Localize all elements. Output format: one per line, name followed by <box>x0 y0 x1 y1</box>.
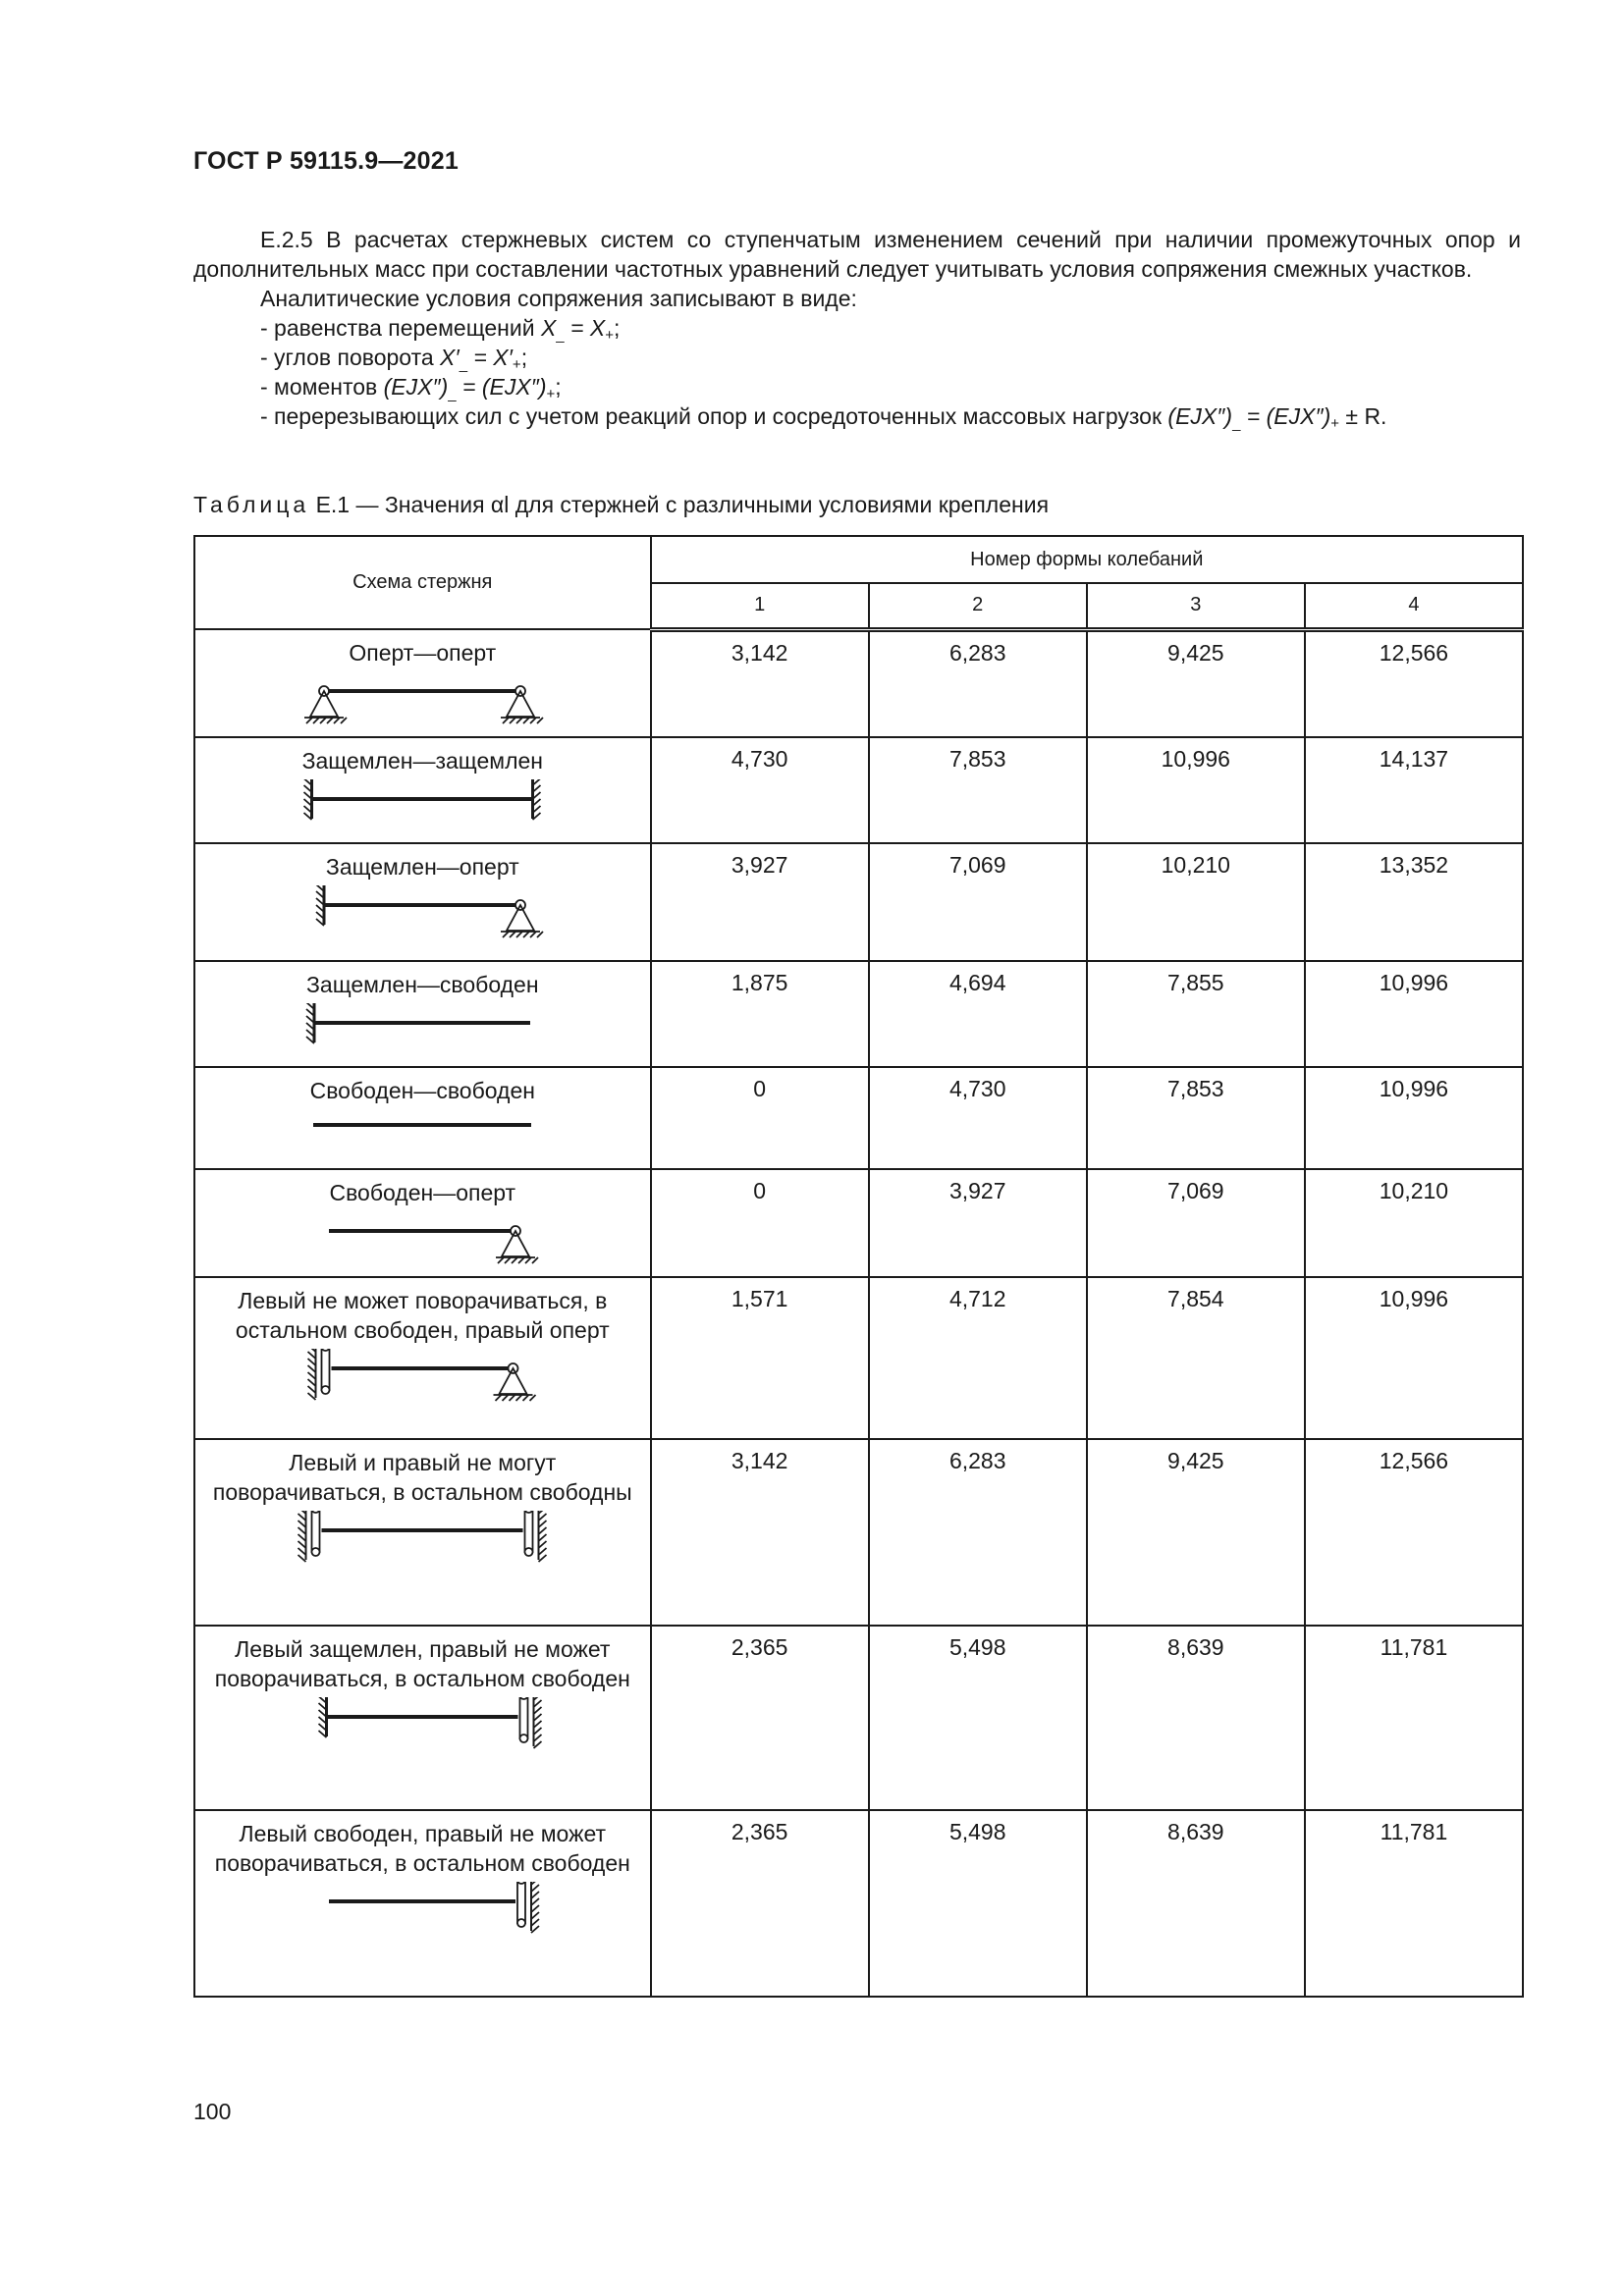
scheme-cell <box>194 1277 651 1439</box>
value-cell: 12,566 <box>1305 629 1523 737</box>
condition-label: - углов поворота <box>260 345 441 370</box>
value-cell: 9,425 <box>1087 629 1305 737</box>
scheme-label: Левый защемлен, правый не может поворачиваться, в остальном свободен <box>214 1636 630 1691</box>
value-cell: 14,137 <box>1305 737 1523 843</box>
beam-scheme-icon <box>295 1511 550 1574</box>
scheme-label: Оперт—оперт <box>349 640 497 666</box>
condition-mid: = X <box>564 315 606 341</box>
value-cell: 3,927 <box>869 1169 1087 1277</box>
scheme-cell <box>194 1067 651 1169</box>
beam-scheme-icon <box>295 671 550 734</box>
value-cell: 4,730 <box>651 737 869 843</box>
beam-scheme-icon <box>295 1349 550 1412</box>
value-cell: 7,853 <box>1087 1067 1305 1169</box>
scheme-cell <box>194 1169 651 1277</box>
value-cell: 1,875 <box>651 961 869 1067</box>
value-cell: 11,781 <box>1305 1626 1523 1810</box>
scheme-label: Левый свободен, правый не может поворачиваться, в остальном свободен <box>214 1821 630 1876</box>
condition-sub1: _ <box>448 386 457 402</box>
scheme-label: Защемлен—защемлен <box>301 748 543 774</box>
condition-item <box>193 313 1521 343</box>
table-row <box>194 1277 1523 1439</box>
caption-prefix: Таблица <box>193 492 310 517</box>
value-cell: 2,365 <box>651 1626 869 1810</box>
condition-sub2: + <box>1330 415 1340 432</box>
header-mode-group: Номер формы колебаний <box>651 536 1523 583</box>
table-row <box>194 1626 1523 1810</box>
condition-label: - перерезывающих сил с учетом реакций опор и сосредоточенных массовых нагрузок <box>260 403 1168 429</box>
beam-scheme-icon <box>295 1697 550 1760</box>
table-row <box>194 737 1523 843</box>
table-row <box>194 629 1523 737</box>
condition-sub2: + <box>546 386 556 402</box>
condition-item <box>193 372 1521 401</box>
condition-mid: = (EJX″) <box>1240 403 1331 429</box>
condition-tail: ; <box>613 315 621 341</box>
scheme-cell <box>194 629 651 737</box>
condition-tail: ± R. <box>1339 403 1387 429</box>
condition-sub1: _ <box>459 356 468 373</box>
value-cell: 4,712 <box>869 1277 1087 1439</box>
value-cell: 7,853 <box>869 737 1087 843</box>
scheme-label: Свободен—оперт <box>329 1180 516 1205</box>
condition-item <box>193 401 1521 431</box>
value-cell: 12,566 <box>1305 1439 1523 1626</box>
scheme-cell <box>194 1439 651 1626</box>
body-text <box>193 225 1521 431</box>
condition-sub1: _ <box>556 327 565 344</box>
value-cell: 4,694 <box>869 961 1087 1067</box>
value-cell: 3,142 <box>651 1439 869 1626</box>
table-caption <box>193 492 1049 518</box>
paragraph-main: Е.2.5 В расчетах стержневых систем со ступенчатым изменением сечений при наличии промежуточных опор и дополнительных масс при составлении частотных уравнений следует учитывать условия сопряжения смежных участков. <box>193 227 1521 282</box>
value-cell: 3,927 <box>651 843 869 961</box>
value-cell: 10,996 <box>1087 737 1305 843</box>
header-scheme: Схема стержня <box>194 536 651 629</box>
value-cell: 10,996 <box>1305 1067 1523 1169</box>
value-cell: 3,142 <box>651 629 869 737</box>
page-number: 100 <box>193 2099 232 2124</box>
value-cell: 10,210 <box>1305 1169 1523 1277</box>
condition-tail: ; <box>555 374 562 400</box>
scheme-cell <box>194 1626 651 1810</box>
table-row <box>194 843 1523 961</box>
value-cell: 4,730 <box>869 1067 1087 1169</box>
value-cell: 0 <box>651 1169 869 1277</box>
condition-mid: = X′ <box>467 345 513 370</box>
value-cell: 1,571 <box>651 1277 869 1439</box>
header-mode-2: 2 <box>869 583 1087 629</box>
beam-scheme-icon <box>295 779 550 842</box>
scheme-label: Левый не может поворачиваться, в остальном свободен, правый оперт <box>235 1288 610 1343</box>
beam-scheme-icon <box>295 1211 550 1274</box>
scheme-cell <box>194 961 651 1067</box>
beam-scheme-icon <box>295 885 550 948</box>
value-cell: 5,498 <box>869 1810 1087 1997</box>
value-cell: 9,425 <box>1087 1439 1305 1626</box>
condition-formula: (EJX″) <box>1167 403 1233 429</box>
scheme-label: Защемлен—оперт <box>325 854 519 880</box>
condition-formula: X <box>540 315 557 341</box>
condition-label: - моментов <box>260 374 384 400</box>
condition-mid: = (EJX″) <box>456 374 547 400</box>
table-row <box>194 1439 1523 1626</box>
value-cell: 13,352 <box>1305 843 1523 961</box>
scheme-label: Защемлен—свободен <box>306 972 539 997</box>
value-cell: 8,639 <box>1087 1626 1305 1810</box>
table-row <box>194 1169 1523 1277</box>
condition-tail: ; <box>520 345 528 370</box>
condition-formula: (EJX″) <box>383 374 449 400</box>
table-row <box>194 1810 1523 1997</box>
value-cell: 7,854 <box>1087 1277 1305 1439</box>
value-cell: 7,069 <box>869 843 1087 961</box>
conditions-list <box>193 313 1521 431</box>
scheme-label: Свободен—свободен <box>309 1078 535 1103</box>
condition-sub2: + <box>605 327 614 344</box>
scheme-cell <box>194 1810 651 1997</box>
value-cell: 7,069 <box>1087 1169 1305 1277</box>
header-mode-1: 1 <box>651 583 869 629</box>
condition-label: - равенства перемещений <box>260 315 541 341</box>
value-cell: 5,498 <box>869 1626 1087 1810</box>
condition-formula: X′ <box>440 345 460 370</box>
scheme-label: Левый и правый не могут поворачиваться, в остальном свободны <box>212 1450 632 1505</box>
value-cell: 0 <box>651 1067 869 1169</box>
value-cell: 11,781 <box>1305 1810 1523 1997</box>
table-row <box>194 1067 1523 1169</box>
value-cell: 2,365 <box>651 1810 869 1997</box>
value-cell: 7,855 <box>1087 961 1305 1067</box>
condition-item <box>193 343 1521 372</box>
value-cell: 6,283 <box>869 1439 1087 1626</box>
document-code: ГОСТ Р 59115.9—2021 <box>193 147 459 175</box>
value-cell: 8,639 <box>1087 1810 1305 1997</box>
paragraph-intro: Аналитические условия сопряжения записывают в виде: <box>260 286 857 311</box>
value-cell: 10,996 <box>1305 1277 1523 1439</box>
condition-sub1: _ <box>1232 415 1241 432</box>
values-table <box>193 535 1524 1998</box>
scheme-cell <box>194 737 651 843</box>
header-mode-3: 3 <box>1087 583 1305 629</box>
beam-scheme-icon <box>295 1105 550 1168</box>
beam-scheme-icon <box>295 1882 550 1945</box>
value-cell: 6,283 <box>869 629 1087 737</box>
beam-scheme-icon <box>295 1003 550 1066</box>
table-row <box>194 961 1523 1067</box>
caption-text: Е.1 — Значения αl для стержней с различными условиями крепления <box>309 492 1050 517</box>
value-cell: 10,996 <box>1305 961 1523 1067</box>
value-cell: 10,210 <box>1087 843 1305 961</box>
header-mode-4: 4 <box>1305 583 1523 629</box>
condition-sub2: + <box>512 356 521 373</box>
scheme-cell <box>194 843 651 961</box>
